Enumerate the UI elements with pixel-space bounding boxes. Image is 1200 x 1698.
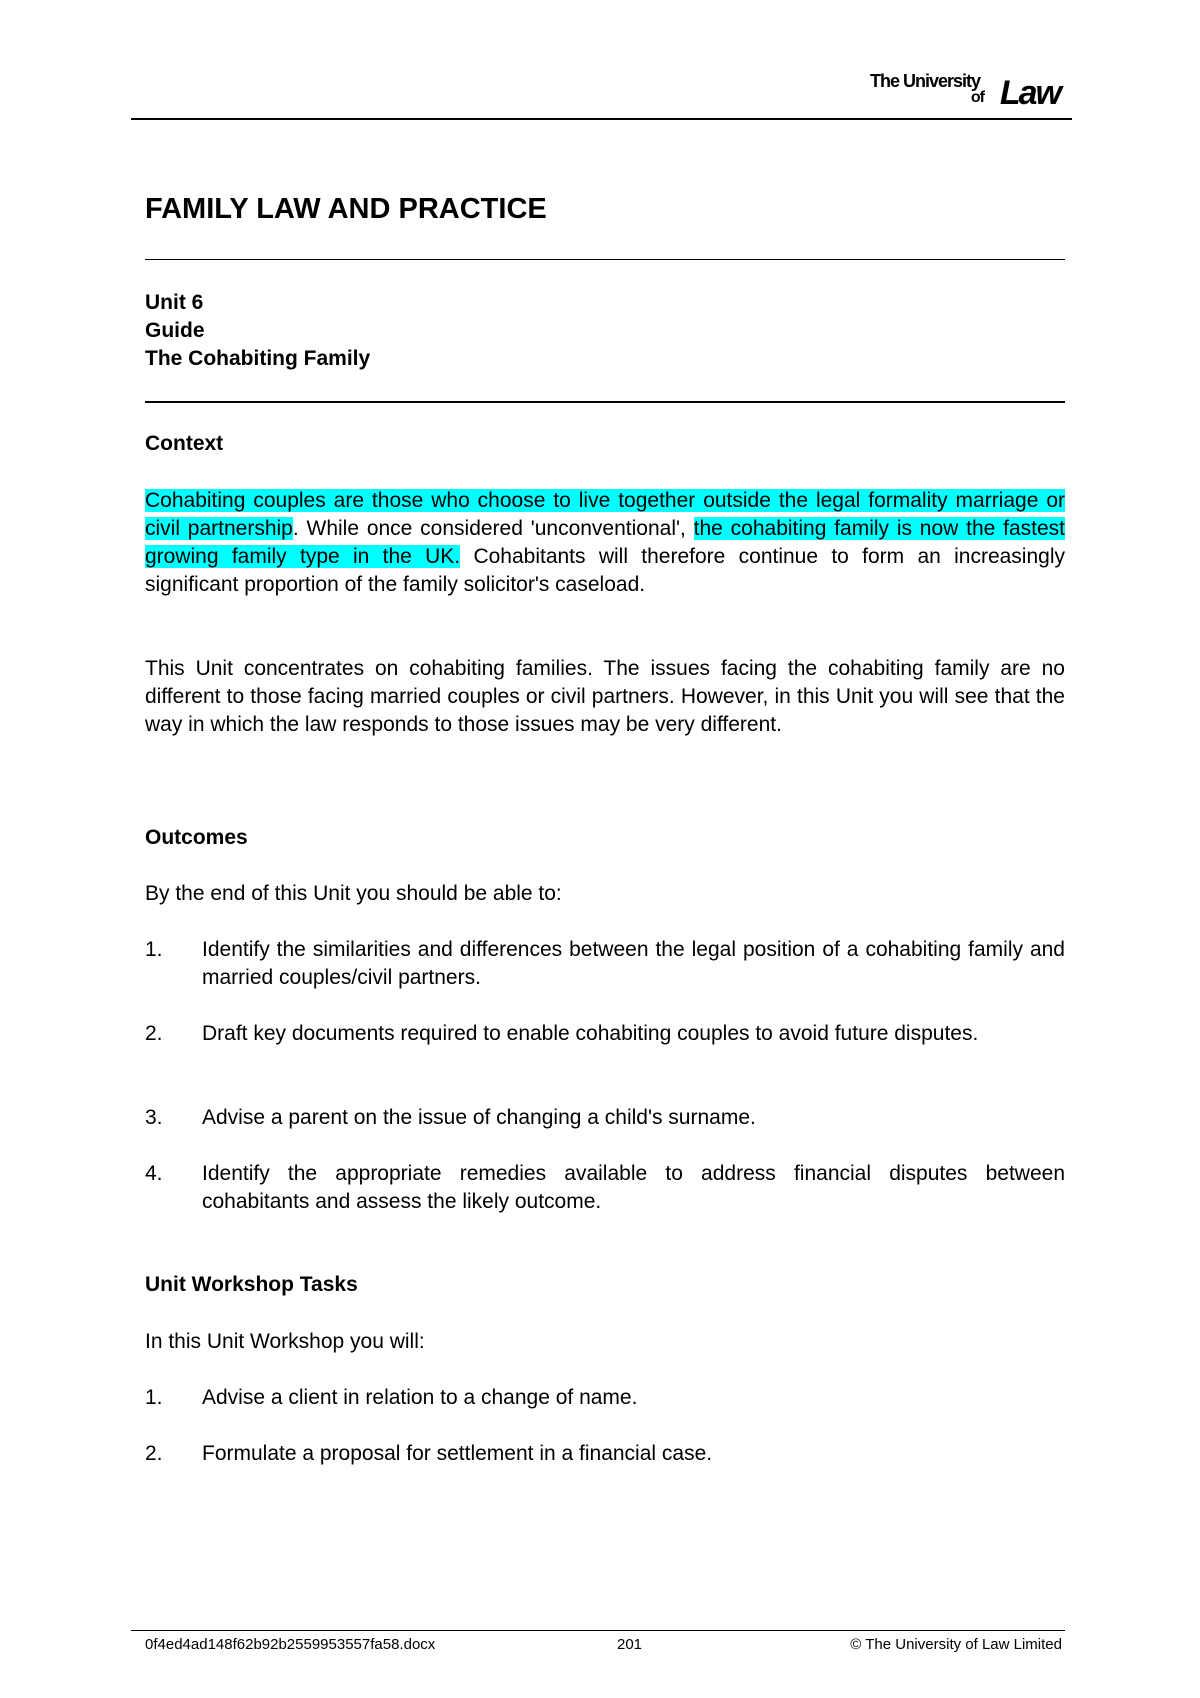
highlight-1: Cohabiting couples are those who choose to live together outside the legal formality marriage or civil partnership [145, 489, 1065, 540]
workshop-intro: In this Unit Workshop you will: [145, 1330, 425, 1353]
unit-guide-label: Guide [145, 319, 205, 342]
list-text: Identify the similarities and differences between the legal position of a cohabiting family and married couples/civil partners. [202, 938, 1065, 989]
list-number: 2. [145, 1022, 163, 1045]
unit-number: Unit 6 [145, 291, 204, 314]
title-divider [145, 259, 1065, 260]
context-p1-end: Cohabitants will therefore continue to form an increasingly significant proportion of the family solicitor's caseload. [145, 545, 1065, 596]
list-text: Advise a client in relation to a change of name. [202, 1386, 638, 1409]
footer-copyright: © The University of Law Limited [850, 1636, 1062, 1653]
outcome-item-3 [145, 1104, 1065, 1132]
unit-title: The Cohabiting Family [145, 347, 371, 370]
context-paragraph-1 [145, 487, 1065, 599]
footer-filename: 0f4ed4ad148f62b92b2559953557fa58.docx [145, 1636, 436, 1653]
university-logo [840, 72, 1060, 112]
logo-line2b: Law [999, 74, 1060, 112]
unit-divider [145, 401, 1065, 403]
highlight-2: the cohabiting family is now the fastest growing family type in the UK. [145, 517, 1065, 568]
workshop-item-2 [145, 1440, 1065, 1468]
document-title: FAMILY LAW AND PRACTICE [145, 193, 547, 225]
outcomes-intro: By the end of this Unit you should be able to: [145, 882, 562, 905]
logo-line2a: of [970, 89, 984, 106]
outcomes-heading: Outcomes [145, 826, 248, 849]
list-text: Formulate a proposal for settlement in a financial case. [202, 1442, 713, 1465]
outcome-item-4 [145, 1160, 1065, 1216]
list-number: 3. [145, 1106, 163, 1129]
list-number: 1. [145, 938, 163, 961]
list-number: 2. [145, 1442, 163, 1465]
footer-divider [131, 1630, 1065, 1631]
context-p1-middle: . While once considered 'unconventional', [292, 517, 694, 540]
context-heading: Context [145, 432, 224, 455]
list-text: Advise a parent on the issue of changing a child's surname. [202, 1106, 756, 1129]
workshop-heading: Unit Workshop Tasks [145, 1273, 358, 1296]
header-divider [131, 118, 1072, 120]
logo-line1: The University [869, 71, 980, 91]
list-number: 1. [145, 1386, 163, 1409]
context-paragraph-2: This Unit concentrates on cohabiting families. The issues facing the cohabiting family are no different to those facing married couples or civil partners. However, in this Unit you will see that the way in which the law responds to those issues may be very different. [145, 657, 1065, 736]
list-text: Draft key documents required to enable cohabiting couples to avoid future disputes. [202, 1022, 979, 1045]
list-number: 4. [145, 1162, 163, 1185]
outcome-item-1 [145, 936, 1065, 992]
workshop-item-1 [145, 1384, 1065, 1412]
unit-block [145, 289, 370, 373]
list-text: Identify the appropriate remedies available to address financial disputes between cohabitants and assess the likely outcome. [202, 1162, 1065, 1213]
outcome-item-2 [145, 1020, 1065, 1048]
footer-page-number: 201 [617, 1636, 643, 1653]
